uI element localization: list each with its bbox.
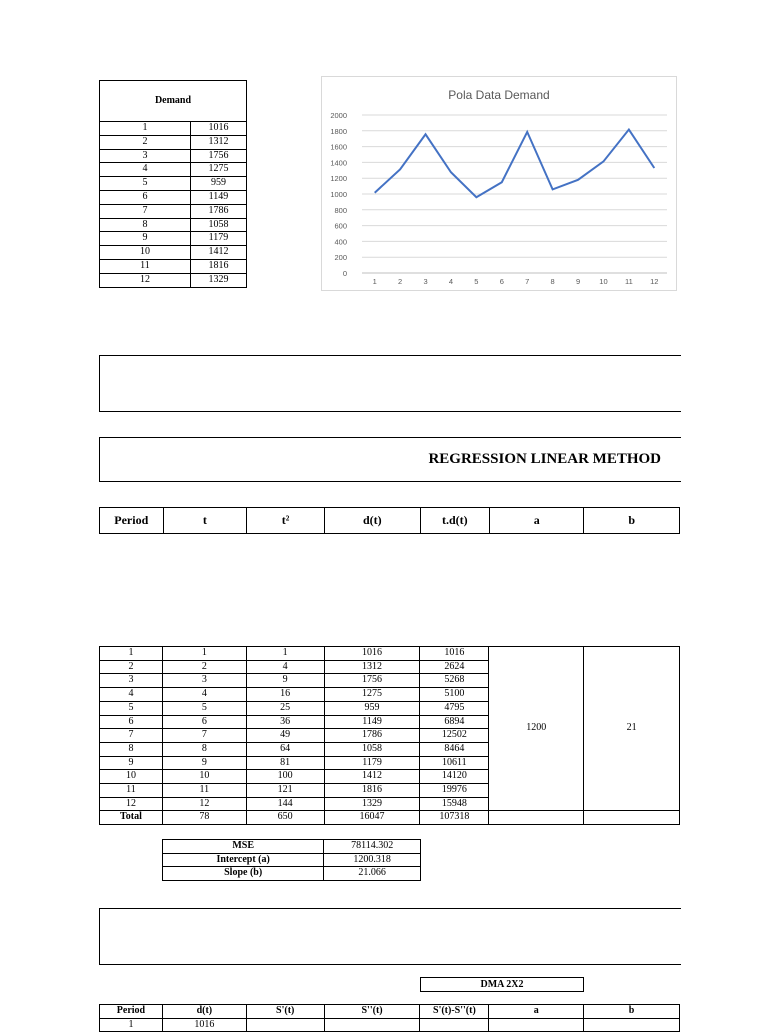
regression-cell: 15948: [420, 797, 489, 811]
regression-cell: 12: [100, 797, 163, 811]
regression-total-empty: [489, 811, 584, 825]
demand-row: [100, 246, 247, 260]
chart-ytick-label: 1000: [330, 190, 347, 199]
regression-cell: 5100: [420, 688, 489, 702]
stats-row: [163, 867, 421, 881]
demand-value: 1275: [191, 163, 247, 177]
demand-period: 2: [100, 135, 191, 149]
demand-row: [100, 177, 247, 191]
regression-cell: 12: [162, 797, 246, 811]
demand-value: 1329: [191, 273, 247, 287]
regression-header-cell: t²: [247, 508, 325, 534]
regression-a-value: 1200: [489, 647, 584, 811]
dma-cell: [420, 1018, 489, 1032]
chart-xtick-label: 4: [449, 277, 453, 286]
regression-header-cell: Period: [100, 508, 164, 534]
regression-cell: 8464: [420, 742, 489, 756]
stats-value: 78114.302: [324, 840, 421, 854]
chart-ytick-label: 600: [334, 222, 347, 231]
regression-total-cell: 78: [162, 811, 246, 825]
regression-cell: 9: [162, 756, 246, 770]
regression-cell: 6894: [420, 715, 489, 729]
section-box-empty-2: [99, 908, 681, 965]
dma-cell: [324, 1018, 420, 1032]
regression-cell: 49: [246, 729, 324, 743]
dma-cell: [246, 1018, 324, 1032]
chart-xtick-label: 3: [423, 277, 427, 286]
chart-ytick-label: 800: [334, 206, 347, 215]
dma-title: DMA 2X2: [420, 977, 584, 992]
demand-row: [100, 259, 247, 273]
chart-xtick-label: 2: [398, 277, 402, 286]
regression-total-cell: 107318: [420, 811, 489, 825]
chart-ytick-label: 0: [343, 269, 347, 278]
regression-header-cell: t.d(t): [420, 508, 489, 534]
chart-svg: [322, 77, 676, 290]
regression-cell: 9: [246, 674, 324, 688]
regression-cell: 10611: [420, 756, 489, 770]
demand-value: 1756: [191, 149, 247, 163]
demand-period: 8: [100, 218, 191, 232]
demand-period: 11: [100, 259, 191, 273]
chart-xtick-label: 7: [525, 277, 529, 286]
regression-header-cell: d(t): [324, 508, 420, 534]
stats-table: [162, 839, 421, 881]
stats-label: Intercept (a): [163, 853, 324, 867]
demand-row: [100, 273, 247, 287]
chart-ytick-label: 1200: [330, 174, 347, 183]
demand-period: 6: [100, 190, 191, 204]
regression-cell: 1329: [324, 797, 420, 811]
demand-value: 1149: [191, 190, 247, 204]
demand-value: 1412: [191, 246, 247, 260]
demand-period: 1: [100, 122, 191, 136]
chart-series-line: [375, 130, 655, 198]
regression-cell: 1058: [324, 742, 420, 756]
regression-cell: 1312: [324, 660, 420, 674]
demand-value: 1016: [191, 122, 247, 136]
regression-cell: 64: [246, 742, 324, 756]
demand-period: 10: [100, 246, 191, 260]
chart-ytick-label: 2000: [330, 111, 347, 120]
regression-cell: 4: [100, 688, 163, 702]
regression-cell: 10: [100, 770, 163, 784]
demand-value: 1786: [191, 204, 247, 218]
regression-cell: 4: [246, 660, 324, 674]
regression-cell: 10: [162, 770, 246, 784]
regression-cell: 121: [246, 784, 324, 798]
demand-value: 1816: [191, 259, 247, 273]
dma-cell: [584, 1018, 680, 1032]
section-box-empty-1: [99, 355, 681, 412]
dma-header-cell: Period: [100, 1005, 163, 1019]
chart-ytick-label: 1400: [330, 158, 347, 167]
dma-header-cell: d(t): [162, 1005, 246, 1019]
demand-period: 12: [100, 273, 191, 287]
regression-cell: 1: [246, 647, 324, 661]
regression-cell: 3: [162, 674, 246, 688]
dma-cell: 1: [100, 1018, 163, 1032]
chart-xtick-label: 1: [373, 277, 377, 286]
chart-xtick-label: 8: [551, 277, 555, 286]
chart-ytick-label: 400: [334, 237, 347, 246]
regression-cell: 8: [162, 742, 246, 756]
regression-total-empty: [584, 811, 680, 825]
regression-table: [99, 646, 680, 825]
regression-cell: 9: [100, 756, 163, 770]
demand-row: [100, 122, 247, 136]
regression-cell: 2: [100, 660, 163, 674]
stats-label: Slope (b): [163, 867, 324, 881]
stats-row: [163, 840, 421, 854]
chart-xtick-label: 11: [625, 277, 633, 286]
regression-b-value: 21: [584, 647, 680, 811]
stats-value: 21.066: [324, 867, 421, 881]
regression-header: [99, 507, 680, 534]
demand-value: 1179: [191, 232, 247, 246]
demand-period: 3: [100, 149, 191, 163]
regression-cell: 1016: [324, 647, 420, 661]
regression-cell: 11: [162, 784, 246, 798]
demand-chart: [321, 76, 677, 291]
regression-cell: 3: [100, 674, 163, 688]
regression-cell: 81: [246, 756, 324, 770]
regression-cell: 16: [246, 688, 324, 702]
regression-cell: 4: [162, 688, 246, 702]
regression-cell: 6: [162, 715, 246, 729]
regression-cell: 1275: [324, 688, 420, 702]
chart-ytick-label: 200: [334, 253, 347, 262]
regression-header-cell: b: [584, 508, 680, 534]
chart-title: Pola Data Demand: [448, 88, 549, 102]
demand-value: 1058: [191, 218, 247, 232]
regression-cell: 1016: [420, 647, 489, 661]
regression-cell: 1: [100, 647, 163, 661]
regression-cell: 959: [324, 701, 420, 715]
regression-cell: 100: [246, 770, 324, 784]
regression-cell: 5: [162, 701, 246, 715]
regression-total-cell: Total: [100, 811, 163, 825]
regression-cell: 5268: [420, 674, 489, 688]
demand-header: Demand: [100, 81, 247, 122]
stats-label: MSE: [163, 840, 324, 854]
chart-ytick-label: 1600: [330, 143, 347, 152]
chart-ytick-label: 1800: [330, 127, 347, 136]
regression-cell: 36: [246, 715, 324, 729]
dma-header-cell: S'(t): [246, 1005, 324, 1019]
regression-cell: 14120: [420, 770, 489, 784]
dma-header-cell: b: [584, 1005, 680, 1019]
regression-cell: 11: [100, 784, 163, 798]
regression-cell: 1786: [324, 729, 420, 743]
chart-xtick-label: 9: [576, 277, 580, 286]
regression-row: [100, 647, 680, 661]
regression-cell: 2624: [420, 660, 489, 674]
demand-row: [100, 163, 247, 177]
regression-cell: 1816: [324, 784, 420, 798]
regression-cell: 7: [162, 729, 246, 743]
regression-cell: 5: [100, 701, 163, 715]
demand-row: [100, 135, 247, 149]
chart-xtick-label: 6: [500, 277, 504, 286]
demand-period: 4: [100, 163, 191, 177]
dma-header-cell: S''(t): [324, 1005, 420, 1019]
demand-row: [100, 204, 247, 218]
regression-cell: 19976: [420, 784, 489, 798]
chart-xtick-label: 10: [599, 277, 607, 286]
regression-title: REGRESSION LINEAR METHOD: [428, 451, 661, 468]
regression-title-box: [99, 437, 681, 482]
chart-xtick-label: 12: [650, 277, 658, 286]
demand-table: [99, 80, 247, 288]
dma-cell: [489, 1018, 584, 1032]
regression-cell: 8: [100, 742, 163, 756]
regression-header-cell: a: [489, 508, 584, 534]
regression-cell: 6: [100, 715, 163, 729]
demand-period: 7: [100, 204, 191, 218]
demand-row: [100, 190, 247, 204]
demand-row: [100, 149, 247, 163]
dma-header-cell: a: [489, 1005, 584, 1019]
dma-cell: 1016: [162, 1018, 246, 1032]
regression-total-cell: 650: [246, 811, 324, 825]
chart-xtick-label: 5: [474, 277, 478, 286]
regression-cell: 4795: [420, 701, 489, 715]
regression-cell: 144: [246, 797, 324, 811]
stats-value: 1200.318: [324, 853, 421, 867]
demand-row: [100, 232, 247, 246]
regression-cell: 1412: [324, 770, 420, 784]
dma-header-cell: S'(t)-S''(t): [420, 1005, 489, 1019]
demand-value: 959: [191, 177, 247, 191]
stats-row: [163, 853, 421, 867]
regression-cell: 12502: [420, 729, 489, 743]
regression-total-row: [100, 811, 680, 825]
regression-total-cell: 16047: [324, 811, 420, 825]
regression-cell: 2: [162, 660, 246, 674]
regression-cell: 1: [162, 647, 246, 661]
regression-cell: 1756: [324, 674, 420, 688]
regression-cell: 1149: [324, 715, 420, 729]
regression-cell: 25: [246, 701, 324, 715]
demand-value: 1312: [191, 135, 247, 149]
demand-row: [100, 218, 247, 232]
regression-header-cell: t: [163, 508, 247, 534]
regression-cell: 1179: [324, 756, 420, 770]
demand-period: 5: [100, 177, 191, 191]
regression-cell: 7: [100, 729, 163, 743]
demand-period: 9: [100, 232, 191, 246]
dma-table: [99, 1004, 680, 1032]
